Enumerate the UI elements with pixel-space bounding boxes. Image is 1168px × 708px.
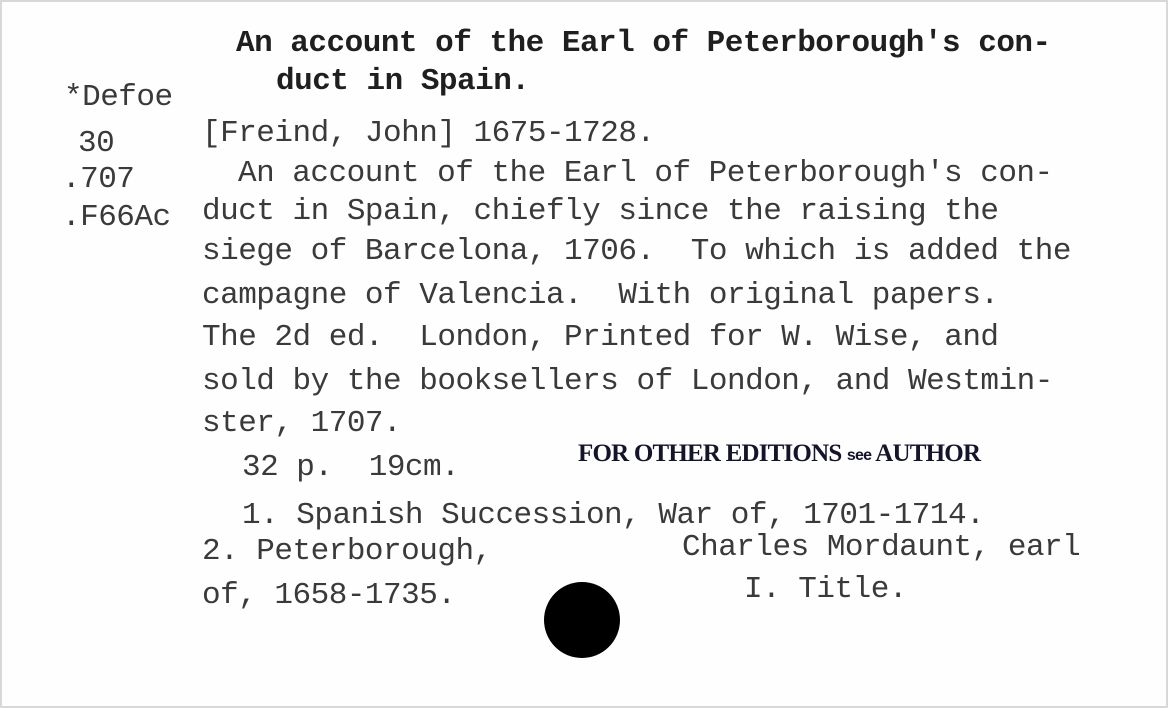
call-number-line-4: .F66Ac	[62, 200, 171, 235]
body-line-2: duct in Spain, chiefly since the raising the	[202, 194, 999, 229]
body-line-6: sold by the booksellers of London, and Westmin-	[202, 364, 1053, 399]
title-heading-line-2: duct in Spain.	[276, 64, 530, 99]
body-line-1: An account of the Earl of Peterborough's con-	[238, 156, 1053, 191]
call-number-line-3: .707	[62, 162, 135, 197]
body-line-4: campagne of Valencia. With original papers.	[202, 278, 999, 313]
stamp-suffix: AUTHOR	[875, 440, 981, 467]
tracing-line-1: 1. Spanish Succession, War of, 1701-1714.	[242, 498, 985, 533]
tracing-line-3-right: I. Title.	[744, 572, 907, 607]
tracing-line-2-left: 2. Peterborough,	[202, 534, 492, 569]
punch-hole	[544, 582, 620, 658]
title-heading-line-1: An account of the Earl of Peterborough's con-	[236, 26, 1051, 61]
collation: 32 p. 19cm.	[242, 450, 460, 485]
author-line: [Freind, John] 1675-1728.	[202, 116, 655, 151]
body-line-7: ster, 1707.	[202, 406, 402, 441]
body-line-3: siege of Barcelona, 1706. To which is added the	[202, 234, 1071, 269]
tracing-line-3-left: of, 1658-1735.	[202, 578, 456, 613]
call-number-line-1: *Defoe	[64, 80, 173, 115]
call-number-line-2: 30	[78, 126, 115, 161]
body-line-5: The 2d ed. London, Printed for W. Wise, and	[202, 320, 999, 355]
tracing-line-2-right: Charles Mordaunt, earl	[682, 530, 1081, 565]
other-editions-stamp	[578, 440, 980, 468]
stamp-see: see	[846, 447, 872, 464]
stamp-prefix: FOR OTHER EDITIONS	[578, 440, 842, 467]
